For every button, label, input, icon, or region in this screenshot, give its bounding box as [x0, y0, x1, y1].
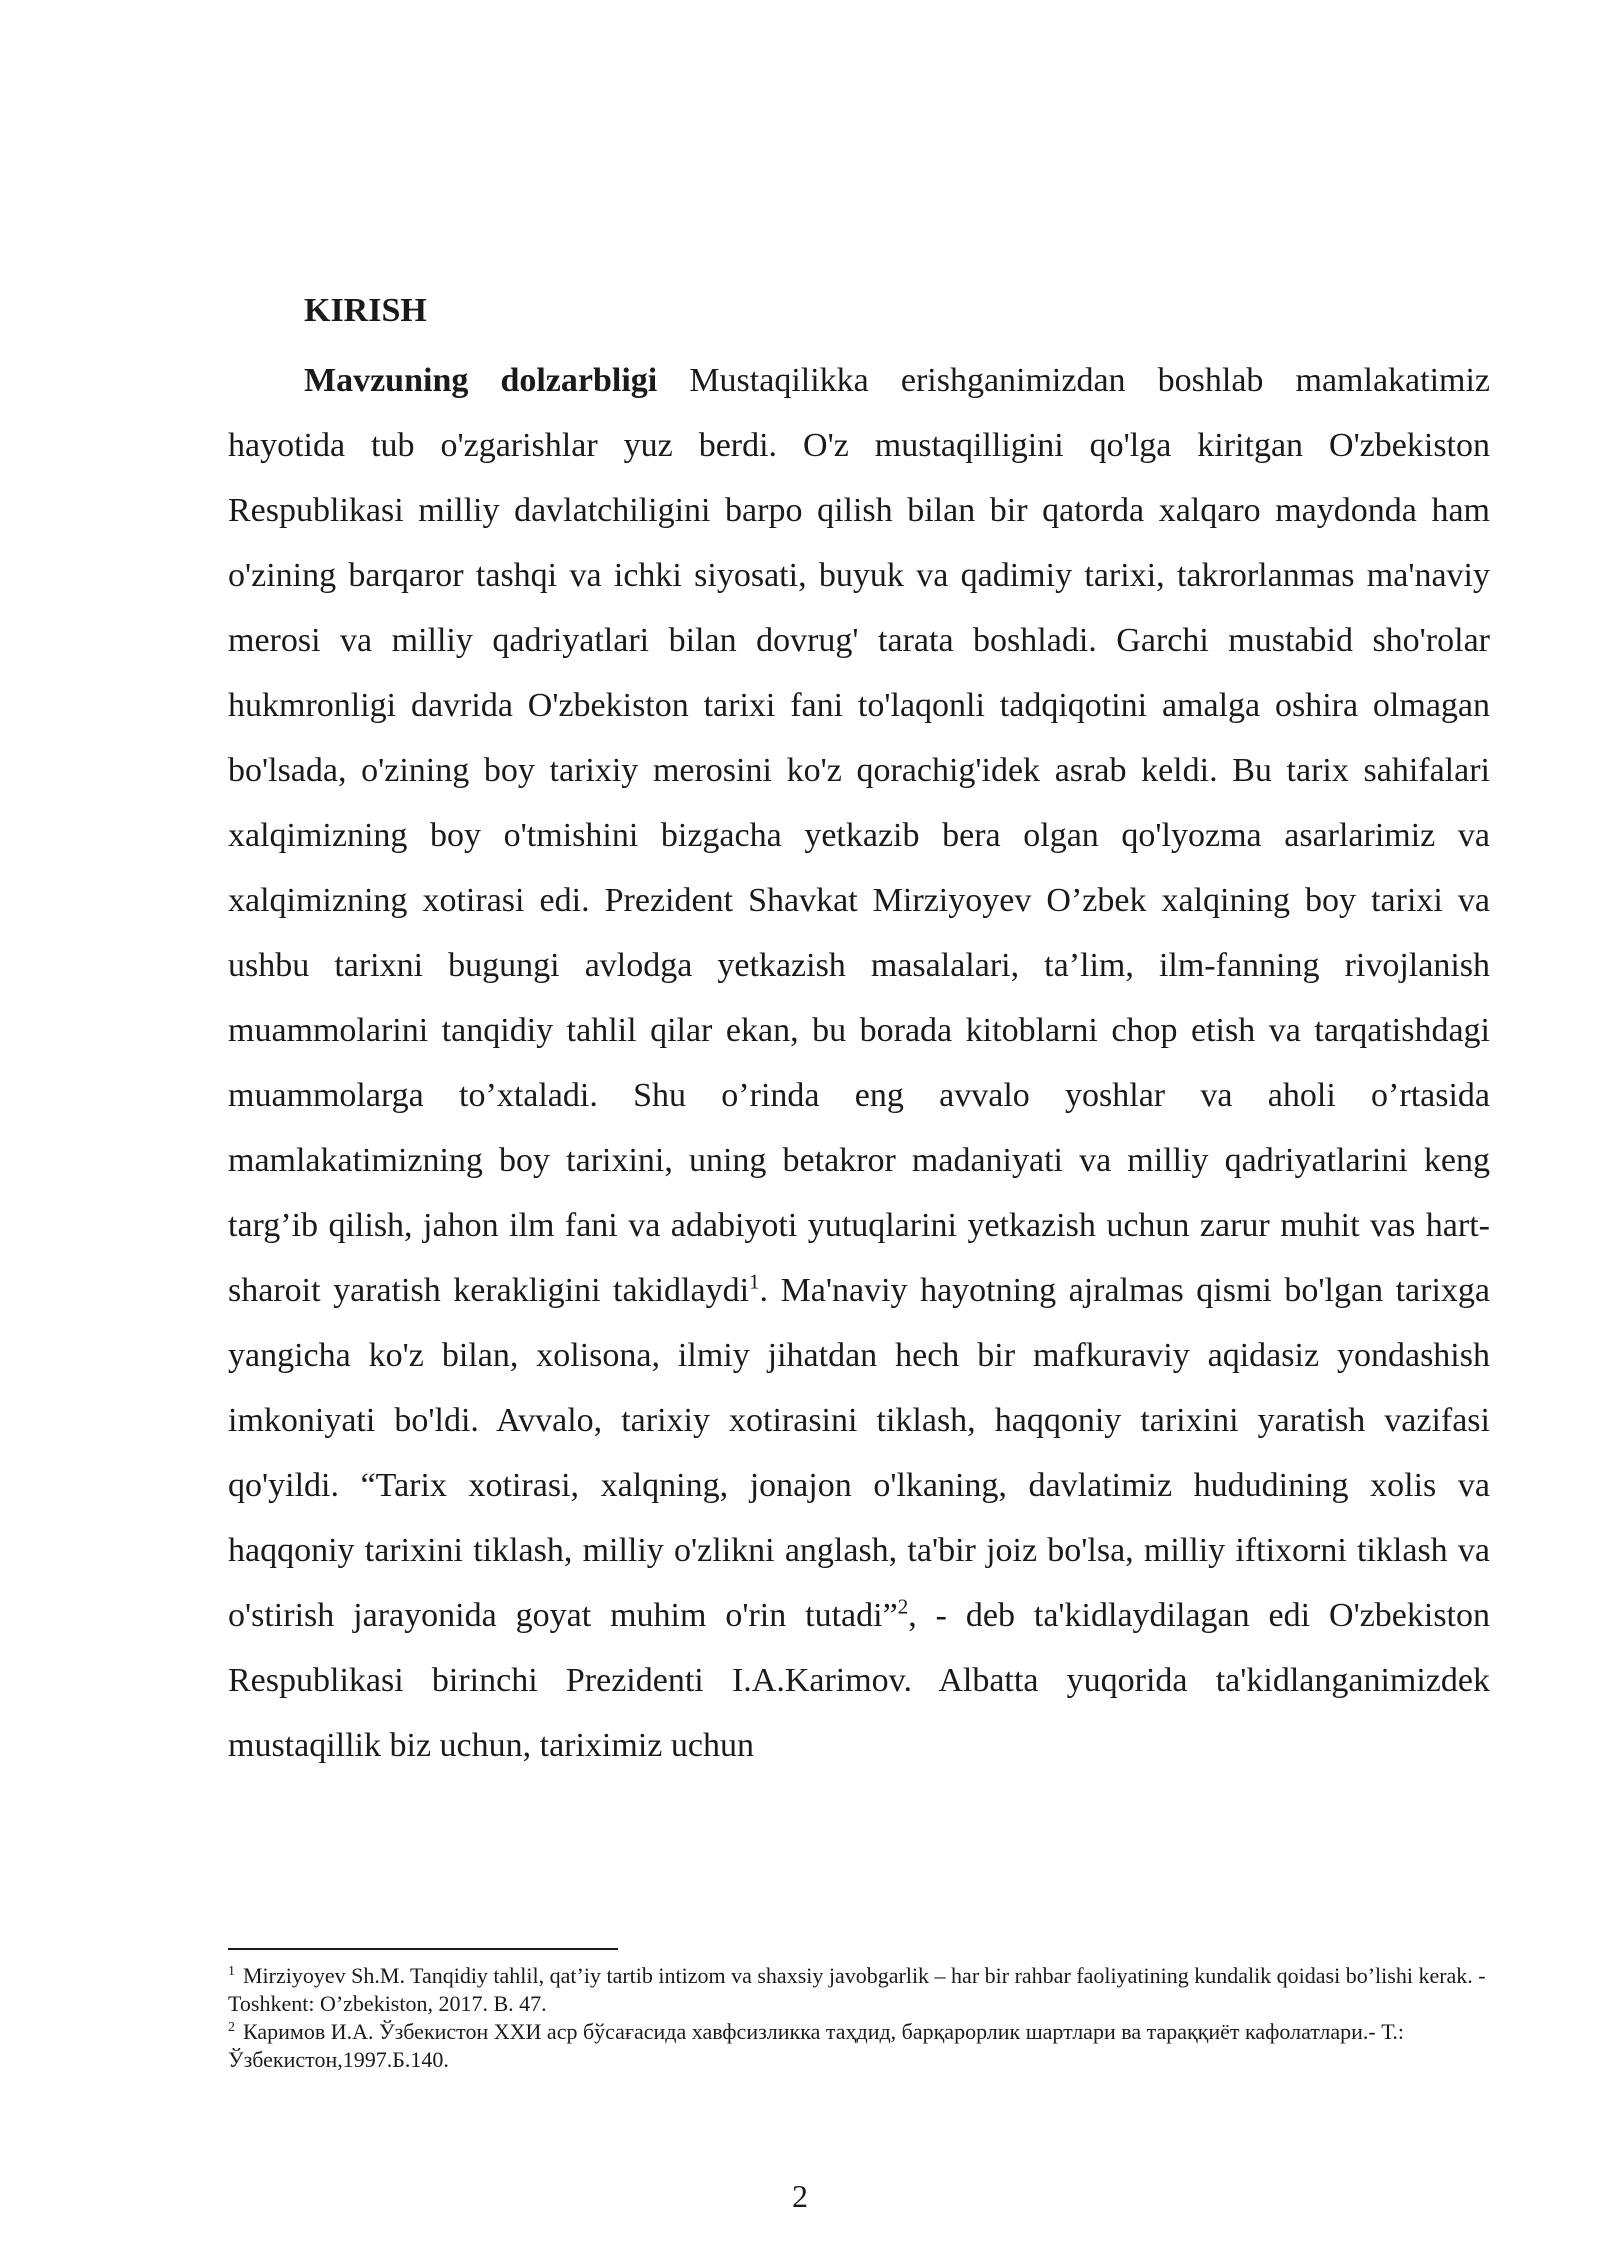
paragraph-text-3: , - deb ta'kidlaydilagan edi O'zbekiston Respublikasi birinchi Prezidenti I.A.Karimov. Albatta yuqorida ta'kidlanganimizdek mustaqillik biz uchun, tariximiz uchun — [228, 1597, 1490, 1764]
footnote-ref-1[interactable]: 1 — [749, 1269, 760, 1294]
footnote-mark: 2 — [228, 2019, 235, 2035]
intro-paragraph — [228, 348, 1490, 1778]
paragraph-text-2: . Ma'naviy hayotning ajralmas qismi bo'lgan tarixga yangicha ko'z bilan, xolisona, ilmiy jihatdan hech bir mafkuraviy aqidasiz yondashish imkoniyati bo'ldi. Avvalo, tarixiy xotirasini tiklash, haqqoniy tarixini yaratish vazifasi qo'yildi. “Tarix xotirasi, xalqning, jonajon o'lkaning, davlatimiz hududining xolis va haqqoniy tarixini tiklash, milliy o'zlikni anglash, ta'bir joiz bo'lsa, milliy iftixorni tiklash va o'stirish jarayonida goyat muhim o'rin tutadi” — [228, 1272, 1491, 1634]
footnote-text: Mirziyoyev Sh.M. Tanqidiy tahlil, qat’iy tartib intizom va shaxsiy javobgarlik – har bir rahbar faoliyatining kundalik qoidasi bo’lishi kerak. - Toshkent: O’zbekiston, 2017. B. 47. — [228, 1963, 1486, 2016]
paragraph-text-1: Mustaqilikka erishganimizdan boshlab mamlakatimiz hayotida tub o'zgarishlar yuz berdi. O'z mustaqilligini qo'lga kiritgan O'zbekiston Respublikasi milliy davlatchiligini barpo qilish bilan bir qatorda xalqaro maydonda ham o'zining barqaror tashqi va ichki siyosati, buyuk va qadimiy tarixi, takrorlanmas ma'naviy merosi va milliy qadriyatlari bilan dovrug' tarata boshladi. Garchi mustabid sho'rolar hukmronligi davrida O'zbekiston tarixi fani to'laqonli tadqiqotini amalga oshira olmagan bo'lsada, o'zining boy tarixiy merosini ko'z qorachig'idek asrab keldi. Bu tarix sahifalari xalqimizning boy o'tmishini bizgacha yetkazib bera olgan qo'lyozma asarlarimiz va xalqimizning xotirasi edi. Prezident Shavkat Mirziyoyev O’zbek xalqining boy tarixi va ushbu tarixni bugungi avlodga yetkazish masalalari, ta’lim, ilm-fanning rivojlanish muammolarini tanqidiy tahlil qilar ekan, bu borada kitoblarni chop etish va tarqatishdagi muammolarga to’xtaladi. Shu o’rinda eng avvalo yoshlar va aholi o’rtasida mamlakatimizning boy tarixini, uning betakror madaniyati va milliy qadriyatlarini keng targ’ib qilish, jahon ilm fani va adabiyoti yutuqlarini yetkazish uchun zarur muhit vas hart-sharoit yaratish kerakligini takidlaydi — [228, 362, 1490, 1309]
footnotes — [228, 1962, 1490, 2074]
footnote-mark: 1 — [228, 1963, 235, 1979]
section-heading: KIRISH — [304, 292, 427, 329]
footnote-2 — [228, 2018, 1490, 2074]
footnote-text: Каримов И.А. Ўзбекистон XXИ аср бўсағасида хавфсизликка таҳдид, барқарорлик шартлари ва тараққиёт кафолатлари.- Т.: Ўзбекистон,1997.Б.140. — [228, 2019, 1405, 2072]
footnote-ref-2[interactable]: 2 — [897, 1594, 909, 1619]
footnote-1 — [228, 1962, 1490, 2018]
page-number: 2 — [792, 2178, 808, 2214]
body-text — [228, 348, 1490, 1778]
paragraph-lead: Mavzuning dolzarbligi — [304, 362, 658, 399]
footnote-separator — [228, 1948, 618, 1950]
